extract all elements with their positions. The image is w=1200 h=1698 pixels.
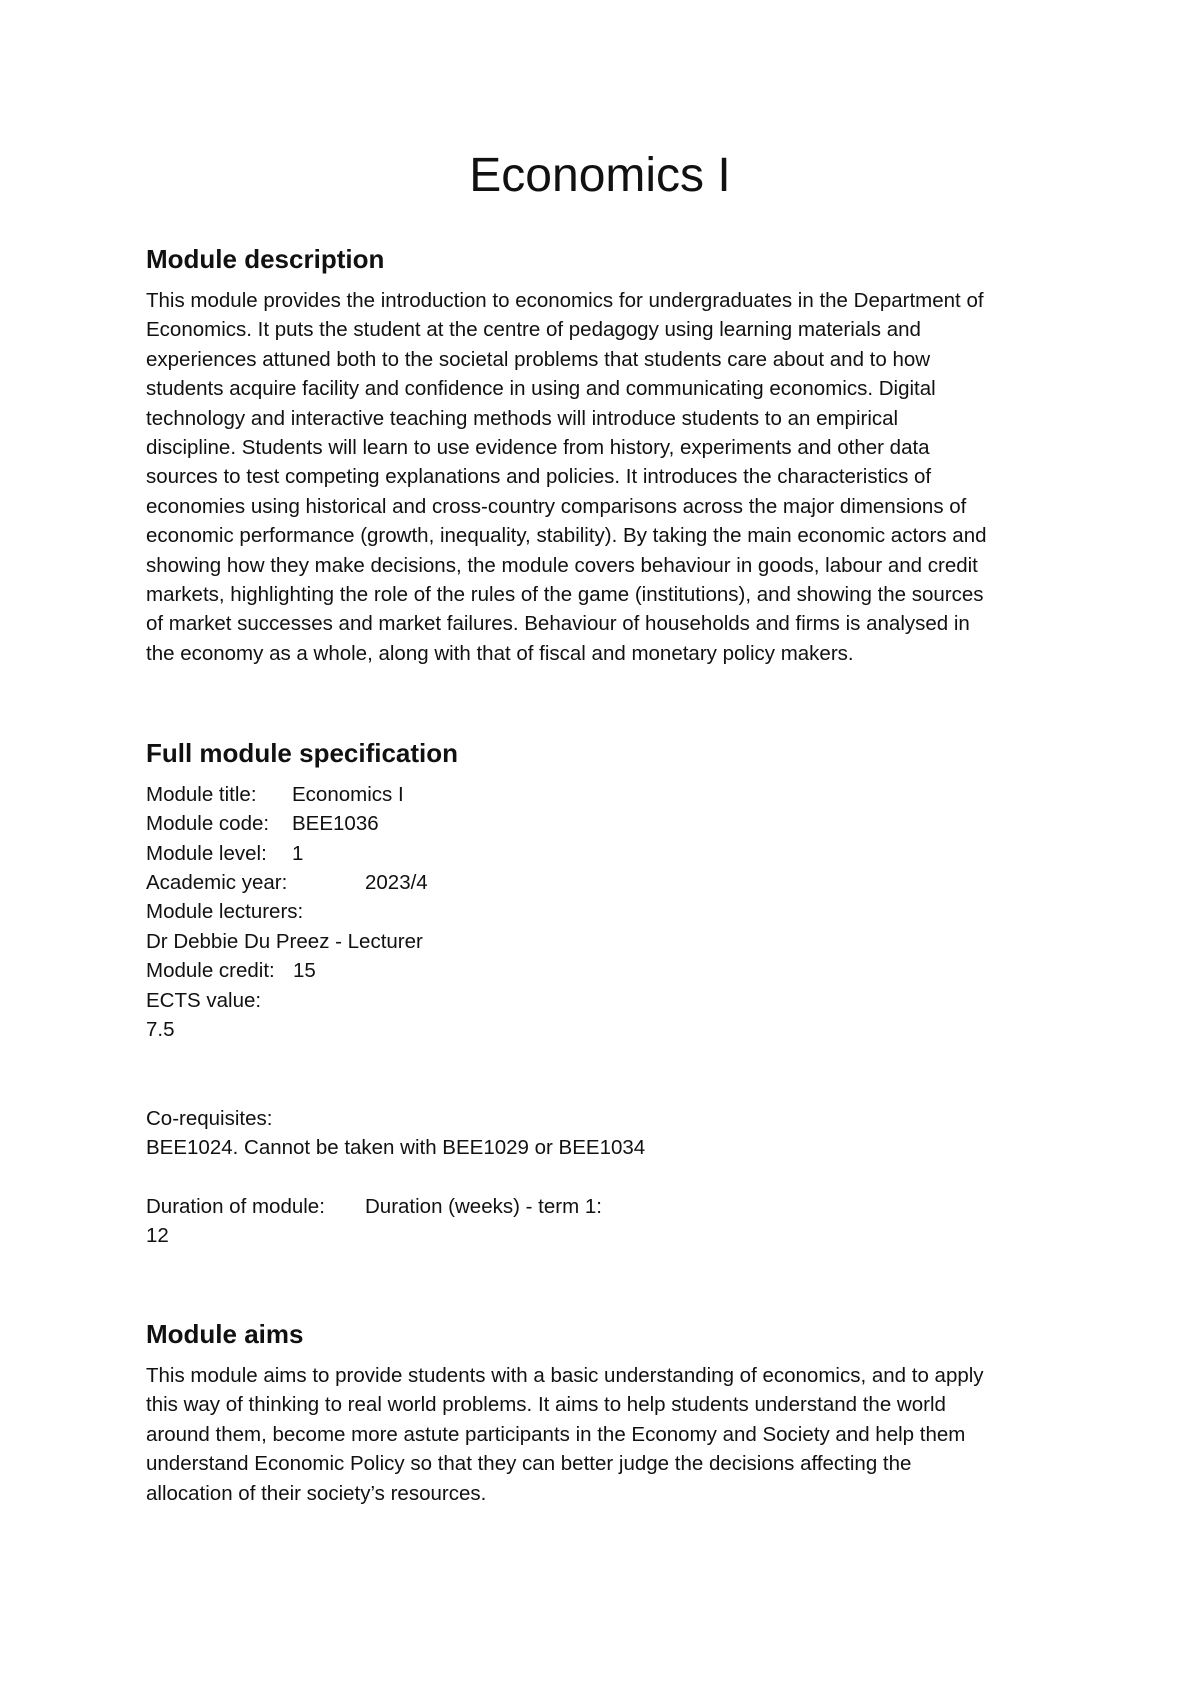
description-line: technology and interactive teaching methods will introduce students to an empirical: [146, 406, 899, 430]
ects-label: ECTS value:: [146, 989, 262, 1012]
aims-line: understand Economic Policy so that they can better judge the decisions affecting the: [146, 1452, 912, 1476]
description-paragraph: [146, 286, 1066, 668]
module-credit-value: 15: [293, 959, 316, 982]
aims-paragraph: [146, 1361, 1066, 1508]
description-line: discipline. Students will learn to use evidence from history, experiments and other data: [146, 436, 930, 460]
duration-sub-label: Duration (weeks) - term 1:: [365, 1195, 602, 1218]
module-level-label: Module level:: [146, 842, 267, 865]
description-line: economies using historical and cross-country comparisons across the major dimensions of: [146, 494, 967, 518]
module-level-value: 1: [292, 842, 304, 865]
description-line: the economy as a whole, along with that of fiscal and monetary policy makers.: [146, 641, 854, 665]
coreq-value: BEE1024. Cannot be taken with BEE1029 or BEE1034: [146, 1136, 646, 1159]
section-heading-specification: Full module specification: [146, 738, 459, 768]
section-heading-aims: Module aims: [146, 1319, 304, 1349]
aims-line: this way of thinking to real world problems. It aims to help students understand the world: [146, 1393, 946, 1417]
coreq-label: Co-requisites:: [146, 1107, 273, 1130]
ects-value: 7.5: [146, 1018, 175, 1041]
description-line: Economics. It puts the student at the centre of pedagogy using learning materials and: [146, 318, 921, 342]
document-title: Economics I: [469, 149, 731, 202]
description-line: markets, highlighting the role of the rules of the game (institutions), and showing the sources: [146, 583, 984, 607]
academic-year-value: 2023/4: [365, 871, 428, 894]
academic-year-label: Academic year:: [146, 871, 288, 894]
description-line: economic performance (growth, inequality, stability). By taking the main economic actors and: [146, 524, 987, 548]
module-title-value: Economics I: [292, 783, 404, 806]
description-line: This module provides the introduction to economics for undergraduates in the Department of: [146, 289, 984, 312]
module-code-value: BEE1036: [292, 812, 379, 835]
module-title-label: Module title:: [146, 783, 257, 806]
description-line: showing how they make decisions, the module covers behaviour in goods, labour and credit: [146, 553, 978, 577]
aims-line: allocation of their society’s resources.: [146, 1481, 487, 1505]
aims-line: This module aims to provide students with a basic understanding of economics, and to apply: [146, 1364, 984, 1387]
module-credit-label: Module credit:: [146, 959, 275, 982]
module-lecturers-label: Module lecturers:: [146, 900, 304, 923]
description-line: of market successes and market failures. Behaviour of households and firms is analysed in: [146, 612, 970, 636]
description-line: sources to test competing explanations and policies. It introduces the characteristics of: [146, 465, 932, 489]
duration-value: 12: [146, 1224, 169, 1247]
description-line: experiences attuned both to the societal problems that students care about and to how: [146, 347, 931, 371]
aims-line: around them, become more astute participants in the Economy and Society and help them: [146, 1422, 966, 1446]
module-lecturers-value: Dr Debbie Du Preez - Lecturer: [146, 930, 423, 953]
module-code-label: Module code:: [146, 812, 270, 835]
duration-label: Duration of module:: [146, 1195, 325, 1218]
description-line: students acquire facility and confidence in using and communicating economics. Digital: [146, 377, 936, 401]
section-heading-description: Module description: [146, 244, 385, 274]
